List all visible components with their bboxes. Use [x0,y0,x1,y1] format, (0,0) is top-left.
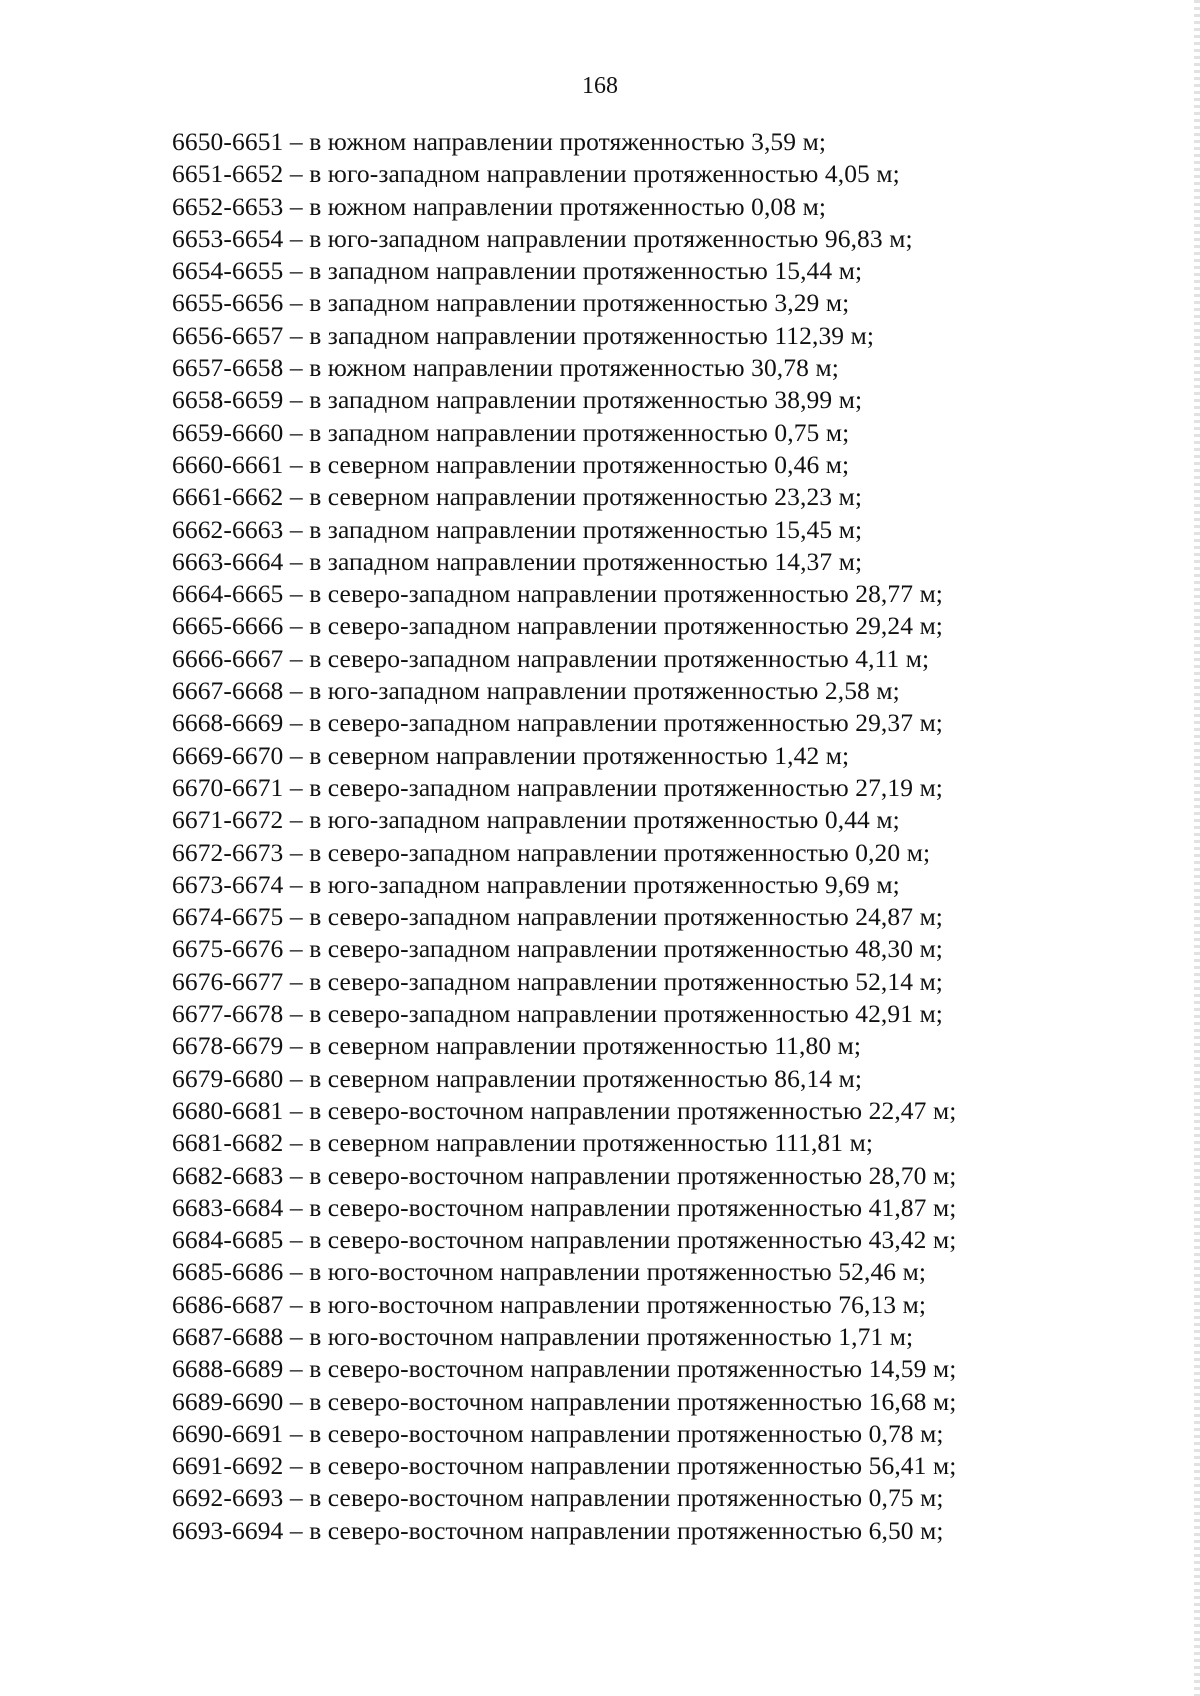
segment-line: 6653-6654 – в юго-западном направлении протяженностью 96,83 м; [172,223,913,253]
segment-line: 6692-6693 – в северо-восточном направлении протяженностью 0,75 м; [172,1483,944,1513]
segment-line: 6679-6680 – в северном направлении протяженностью 86,14 м; [172,1063,863,1093]
segment-line: 6670-6671 – в северо-западном направлении протяженностью 27,19 м; [172,772,943,802]
segment-line: 6685-6686 – в юго-восточном направлении протяженностью 52,46 м; [172,1257,927,1287]
segment-line: 6689-6690 – в северо-восточном направлении протяженностью 16,68 м; [172,1386,957,1416]
segment-line: 6687-6688 – в юго-восточном направлении протяженностью 1,71 м; [172,1321,914,1351]
segment-line: 6673-6674 – в юго-западном направлении протяженностью 9,69 м; [172,869,900,899]
segment-line: 6661-6662 – в северном направлении протяженностью 23,23 м; [172,482,863,512]
segment-line: 6678-6679 – в северном направлении протяженностью 11,80 м; [172,1031,862,1061]
segment-line: 6669-6670 – в северном направлении протяженностью 1,42 м; [172,740,850,770]
segment-line: 6683-6684 – в северо-восточном направлении протяженностью 41,87 м; [172,1192,957,1222]
segment-line: 6650-6651 – в южном направлении протяженностью 3,59 м; [172,127,827,156]
segment-line: 6674-6675 – в северо-западном направлении протяженностью 24,87 м; [172,902,943,932]
segment-line: 6672-6673 – в северо-западном направлении протяженностью 0,20 м; [172,837,931,867]
segment-line: 6666-6667 – в северо-западном направлении протяженностью 4,11 м; [172,643,930,673]
segment-line: 6667-6668 – в юго-западном направлении протяженностью 2,58 м; [172,676,900,706]
segment-line: 6688-6689 – в северо-восточном направлении протяженностью 14,59 м; [172,1354,957,1384]
segment-line: 6652-6653 – в южном направлении протяженностью 0,08 м; [172,191,827,221]
page-number: 168 [582,73,618,99]
scan-edge-artifact [1194,0,1200,1696]
segment-line: 6680-6681 – в северо-восточном направлении протяженностью 22,47 м; [172,1095,957,1125]
segment-line: 6690-6691 – в северо-восточном направлении протяженностью 0,78 м; [172,1418,944,1448]
segment-line: 6671-6672 – в юго-западном направлении протяженностью 0,44 м; [172,805,900,835]
segment-line: 6677-6678 – в северо-западном направлении протяженностью 42,91 м; [172,999,943,1029]
segment-line: 6668-6669 – в северо-западном направлении протяженностью 29,37 м; [172,708,943,738]
segment-line: 6656-6657 – в западном направлении протяженностью 112,39 м; [172,320,875,350]
segment-line: 6675-6676 – в северо-западном направлении протяженностью 48,30 м; [172,934,943,964]
segment-line: 6660-6661 – в северном направлении протяженностью 0,46 м; [172,449,850,479]
segment-line: 6651-6652 – в юго-западном направлении протяженностью 4,05 м; [172,159,900,189]
segment-line: 6684-6685 – в северо-восточном направлении протяженностью 43,42 м; [172,1225,957,1255]
segment-line: 6691-6692 – в северо-восточном направлении протяженностью 56,41 м; [172,1451,957,1481]
segment-line: 6658-6659 – в западном направлении протяженностью 38,99 м; [172,385,863,415]
boundary-segment-list [172,126,1172,1547]
segment-line: 6659-6660 – в западном направлении протяженностью 0,75 м; [172,417,850,447]
segment-line: 6664-6665 – в северо-западном направлении протяженностью 28,77 м; [172,579,943,609]
segment-line: 6686-6687 – в юго-восточном направлении протяженностью 76,13 м; [172,1289,927,1319]
segment-line: 6654-6655 – в западном направлении протяженностью 15,44 м; [172,256,863,286]
segment-line: 6655-6656 – в западном направлении протяженностью 3,29 м; [172,288,850,318]
segment-line: 6693-6694 – в северо-восточном направлении протяженностью 6,50 м; [172,1515,944,1545]
segment-line: 6681-6682 – в северном направлении протяженностью 111,81 м; [172,1128,874,1158]
segment-line: 6665-6666 – в северо-западном направлении протяженностью 29,24 м; [172,611,943,641]
segment-line: 6663-6664 – в западном направлении протяженностью 14,37 м; [172,546,863,576]
segment-line: 6682-6683 – в северо-восточном направлении протяженностью 28,70 м; [172,1160,957,1190]
segment-line: 6657-6658 – в южном направлении протяженностью 30,78 м; [172,353,839,383]
segment-line: 6662-6663 – в западном направлении протяженностью 15,45 м; [172,514,863,544]
segment-line: 6676-6677 – в северо-западном направлении протяженностью 52,14 м; [172,966,943,996]
